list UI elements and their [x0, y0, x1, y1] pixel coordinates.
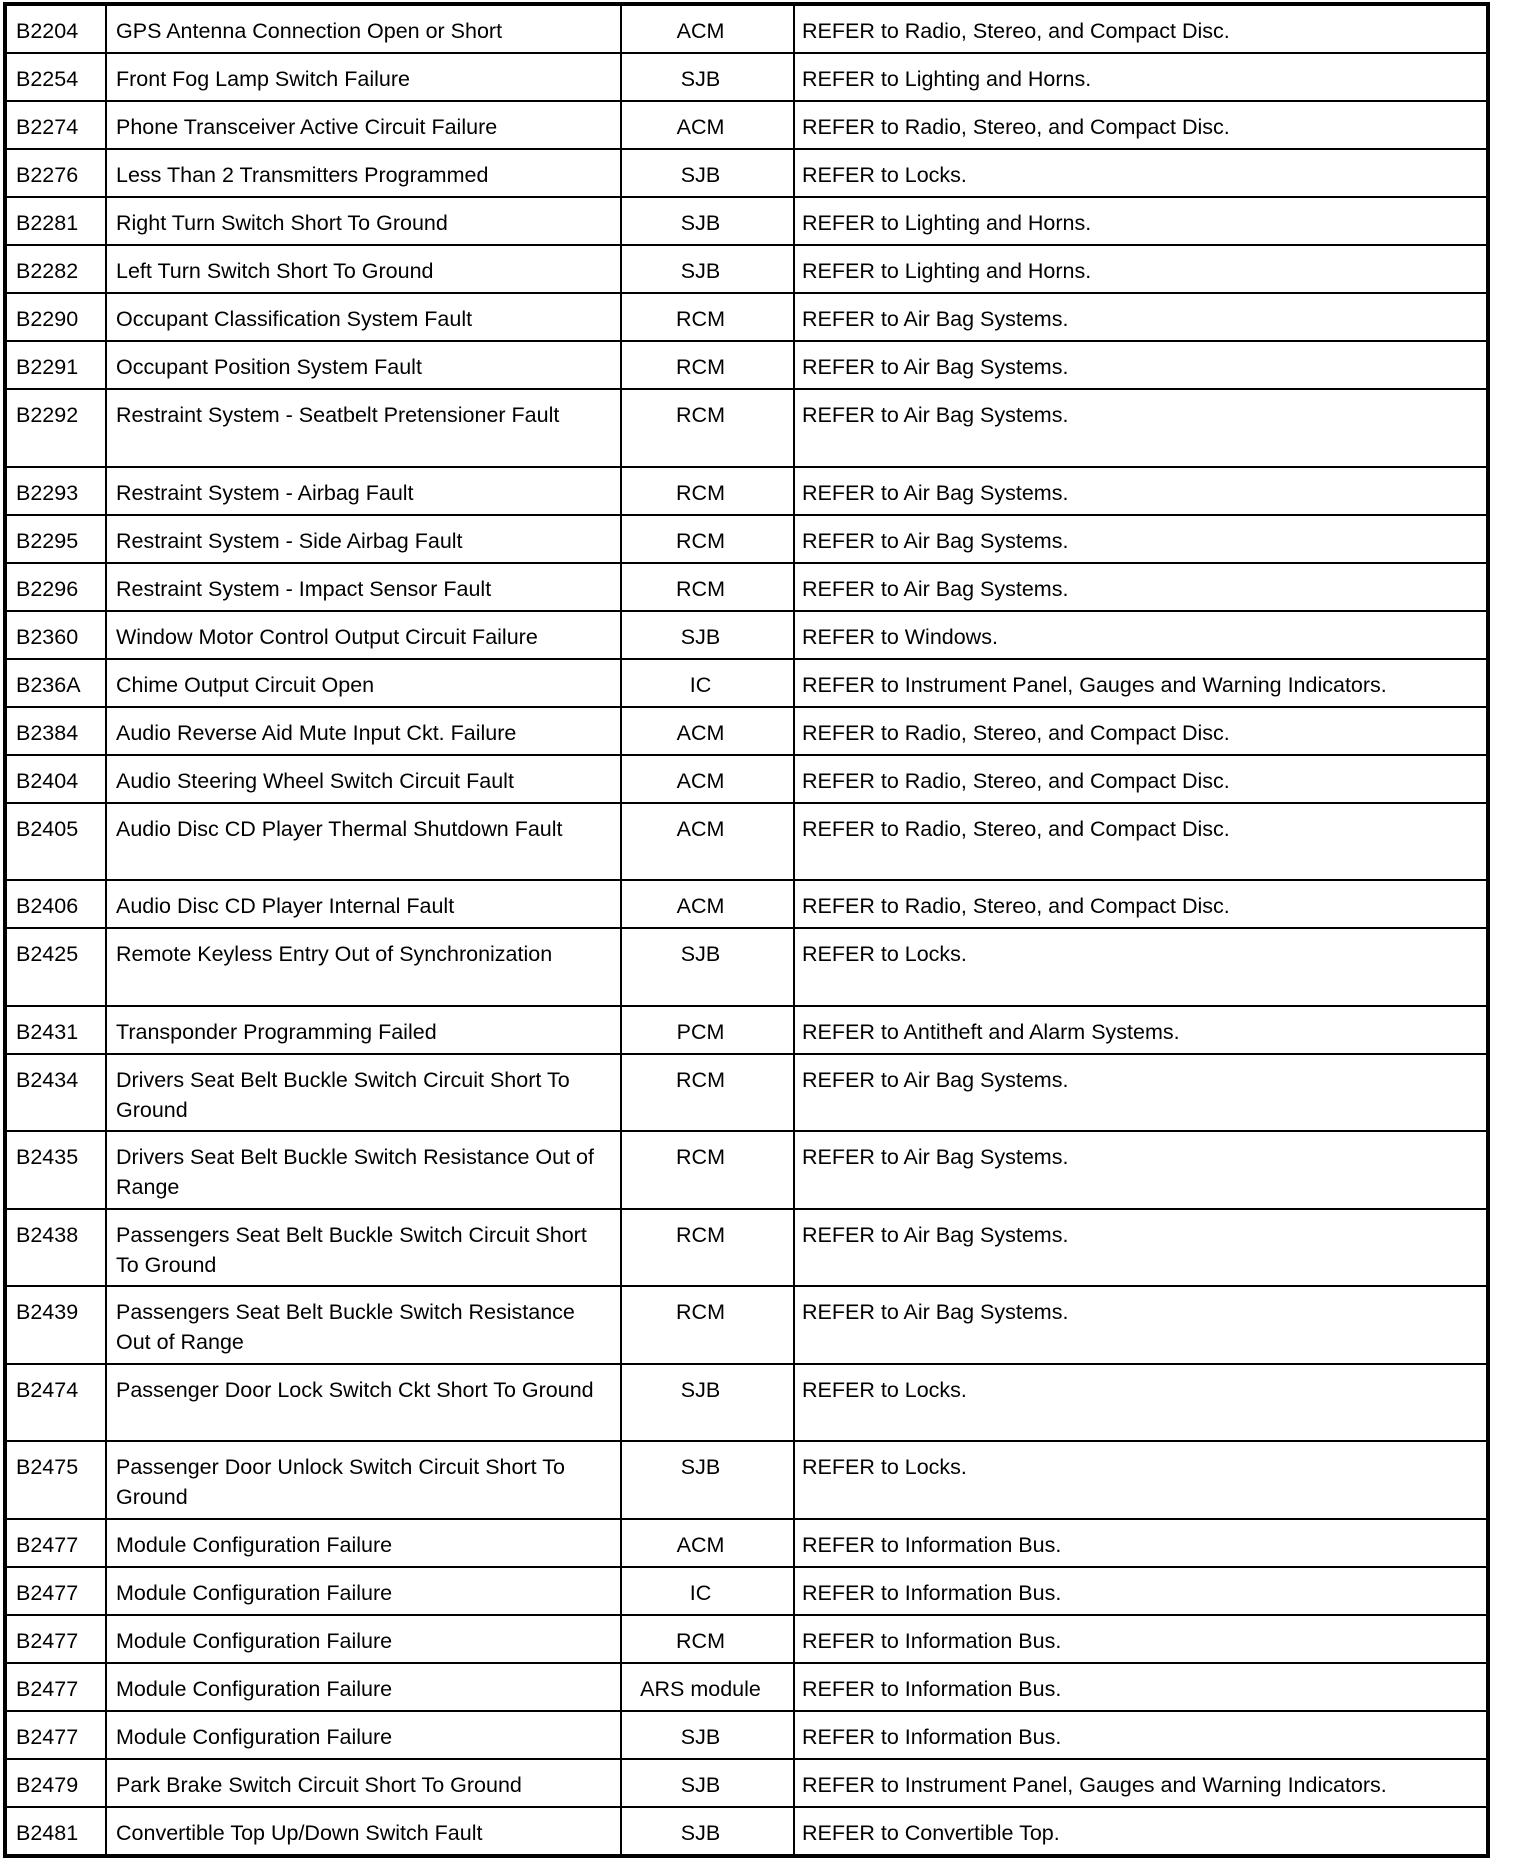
table-row	[5, 149, 1488, 197]
description-cell: Right Turn Switch Short To Ground	[106, 197, 621, 245]
module-cell: SJB	[621, 197, 794, 245]
action-cell: REFER to Air Bag Systems.	[794, 467, 1488, 515]
module-cell: RCM	[621, 1054, 794, 1132]
module-cell: IC	[621, 1567, 794, 1615]
table-row	[5, 101, 1488, 149]
description-cell: Module Configuration Failure	[106, 1711, 621, 1759]
description-cell: Convertible Top Up/Down Switch Fault	[106, 1807, 621, 1856]
action-cell: REFER to Lighting and Horns.	[794, 197, 1488, 245]
action-cell: REFER to Radio, Stereo, and Compact Disc.	[794, 101, 1488, 149]
dtc-table-body	[5, 4, 1488, 1856]
description-cell: Audio Disc CD Player Internal Fault	[106, 880, 621, 928]
table-row	[5, 4, 1488, 53]
table-row	[5, 341, 1488, 389]
dtc-code-cell: B2481	[5, 1807, 106, 1856]
description-cell: Remote Keyless Entry Out of Synchronization	[106, 928, 621, 1006]
description-cell: Module Configuration Failure	[106, 1567, 621, 1615]
dtc-code-cell: B2438	[5, 1209, 106, 1287]
description-cell: Front Fog Lamp Switch Failure	[106, 53, 621, 101]
module-cell: SJB	[621, 1364, 794, 1442]
module-cell: ACM	[621, 1519, 794, 1567]
module-cell: SJB	[621, 1759, 794, 1807]
table-row	[5, 53, 1488, 101]
table-row	[5, 1519, 1488, 1567]
table-row	[5, 659, 1488, 707]
table-row	[5, 611, 1488, 659]
table-row	[5, 1006, 1488, 1054]
action-cell: REFER to Air Bag Systems.	[794, 293, 1488, 341]
module-cell: ACM	[621, 101, 794, 149]
dtc-code-cell: B2405	[5, 803, 106, 881]
table-row	[5, 1441, 1488, 1519]
description-cell: Chime Output Circuit Open	[106, 659, 621, 707]
description-cell: Module Configuration Failure	[106, 1615, 621, 1663]
module-cell: RCM	[621, 563, 794, 611]
description-cell: Module Configuration Failure	[106, 1663, 621, 1711]
action-cell: REFER to Locks.	[794, 1364, 1488, 1442]
dtc-code-cell: B2290	[5, 293, 106, 341]
description-cell: Restraint System - Seatbelt Pretensioner Fault	[106, 389, 621, 467]
action-cell: REFER to Windows.	[794, 611, 1488, 659]
description-cell: Left Turn Switch Short To Ground	[106, 245, 621, 293]
dtc-code-cell: B2204	[5, 4, 106, 53]
action-cell: REFER to Instrument Panel, Gauges and Warning Indicators.	[794, 1759, 1488, 1807]
action-cell: REFER to Air Bag Systems.	[794, 515, 1488, 563]
description-cell: Passenger Door Unlock Switch Circuit Short To Ground	[106, 1441, 621, 1519]
action-cell: REFER to Information Bus.	[794, 1567, 1488, 1615]
table-row	[5, 389, 1488, 467]
dtc-code-cell: B2293	[5, 467, 106, 515]
description-cell: Window Motor Control Output Circuit Failure	[106, 611, 621, 659]
description-cell: Phone Transceiver Active Circuit Failure	[106, 101, 621, 149]
table-row	[5, 293, 1488, 341]
description-cell: Restraint System - Side Airbag Fault	[106, 515, 621, 563]
table-row	[5, 1567, 1488, 1615]
dtc-code-cell: B2281	[5, 197, 106, 245]
dtc-code-cell: B2406	[5, 880, 106, 928]
action-cell: REFER to Air Bag Systems.	[794, 1209, 1488, 1287]
module-cell: RCM	[621, 389, 794, 467]
action-cell: REFER to Instrument Panel, Gauges and Warning Indicators.	[794, 659, 1488, 707]
description-cell: Module Configuration Failure	[106, 1519, 621, 1567]
table-row	[5, 928, 1488, 1006]
dtc-code-cell: B2474	[5, 1364, 106, 1442]
module-cell: IC	[621, 659, 794, 707]
action-cell: REFER to Information Bus.	[794, 1519, 1488, 1567]
description-cell: Less Than 2 Transmitters Programmed	[106, 149, 621, 197]
dtc-code-cell: B2425	[5, 928, 106, 1006]
module-cell: RCM	[621, 1131, 794, 1209]
description-cell: Park Brake Switch Circuit Short To Ground	[106, 1759, 621, 1807]
action-cell: REFER to Information Bus.	[794, 1615, 1488, 1663]
dtc-code-cell: B2296	[5, 563, 106, 611]
dtc-code-cell: B2360	[5, 611, 106, 659]
table-row	[5, 563, 1488, 611]
action-cell: REFER to Air Bag Systems.	[794, 1131, 1488, 1209]
description-cell: Restraint System - Impact Sensor Fault	[106, 563, 621, 611]
table-row	[5, 803, 1488, 881]
description-cell: Audio Steering Wheel Switch Circuit Fault	[106, 755, 621, 803]
module-cell: ACM	[621, 755, 794, 803]
module-cell: SJB	[621, 1807, 794, 1856]
dtc-code-cell: B2276	[5, 149, 106, 197]
dtc-code-cell: B2479	[5, 1759, 106, 1807]
module-cell: RCM	[621, 1615, 794, 1663]
description-cell: Transponder Programming Failed	[106, 1006, 621, 1054]
action-cell: REFER to Lighting and Horns.	[794, 53, 1488, 101]
action-cell: REFER to Convertible Top.	[794, 1807, 1488, 1856]
description-cell: Occupant Position System Fault	[106, 341, 621, 389]
action-cell: REFER to Radio, Stereo, and Compact Disc.	[794, 4, 1488, 53]
module-cell: ARS module	[621, 1663, 794, 1711]
action-cell: REFER to Information Bus.	[794, 1663, 1488, 1711]
dtc-code-cell: B236A	[5, 659, 106, 707]
table-row	[5, 197, 1488, 245]
module-cell: RCM	[621, 1209, 794, 1287]
description-cell: Passenger Door Lock Switch Ckt Short To Ground	[106, 1364, 621, 1442]
module-cell: SJB	[621, 1711, 794, 1759]
table-row	[5, 1131, 1488, 1209]
dtc-code-cell: B2477	[5, 1711, 106, 1759]
action-cell: REFER to Air Bag Systems.	[794, 1054, 1488, 1132]
module-cell: ACM	[621, 707, 794, 755]
table-row	[5, 1054, 1488, 1132]
dtc-code-cell: B2282	[5, 245, 106, 293]
action-cell: REFER to Radio, Stereo, and Compact Disc.	[794, 707, 1488, 755]
description-cell: GPS Antenna Connection Open or Short	[106, 4, 621, 53]
action-cell: REFER to Air Bag Systems.	[794, 389, 1488, 467]
module-cell: ACM	[621, 803, 794, 881]
table-row	[5, 515, 1488, 563]
table-row	[5, 1807, 1488, 1856]
module-cell: PCM	[621, 1006, 794, 1054]
description-cell: Passengers Seat Belt Buckle Switch Circuit Short To Ground	[106, 1209, 621, 1287]
module-cell: SJB	[621, 149, 794, 197]
module-cell: RCM	[621, 467, 794, 515]
module-cell: RCM	[621, 341, 794, 389]
module-cell: RCM	[621, 515, 794, 563]
description-cell: Drivers Seat Belt Buckle Switch Circuit Short To Ground	[106, 1054, 621, 1132]
dtc-code-cell: B2477	[5, 1615, 106, 1663]
description-cell: Drivers Seat Belt Buckle Switch Resistance Out of Range	[106, 1131, 621, 1209]
module-cell: SJB	[621, 1441, 794, 1519]
table-row	[5, 1364, 1488, 1442]
dtc-code-cell: B2435	[5, 1131, 106, 1209]
action-cell: REFER to Radio, Stereo, and Compact Disc.	[794, 803, 1488, 881]
dtc-code-cell: B2404	[5, 755, 106, 803]
dtc-code-cell: B2274	[5, 101, 106, 149]
module-cell: SJB	[621, 611, 794, 659]
module-cell: SJB	[621, 928, 794, 1006]
module-cell: SJB	[621, 53, 794, 101]
table-row	[5, 880, 1488, 928]
action-cell: REFER to Information Bus.	[794, 1711, 1488, 1759]
table-row	[5, 1759, 1488, 1807]
dtc-code-cell: B2254	[5, 53, 106, 101]
table-row	[5, 467, 1488, 515]
table-row	[5, 1209, 1488, 1287]
action-cell: REFER to Antitheft and Alarm Systems.	[794, 1006, 1488, 1054]
action-cell: REFER to Lighting and Horns.	[794, 245, 1488, 293]
table-row	[5, 1663, 1488, 1711]
module-cell: ACM	[621, 880, 794, 928]
action-cell: REFER to Locks.	[794, 1441, 1488, 1519]
dtc-code-cell: B2291	[5, 341, 106, 389]
module-cell: SJB	[621, 245, 794, 293]
table-row	[5, 1286, 1488, 1364]
action-cell: REFER to Locks.	[794, 928, 1488, 1006]
description-cell: Audio Disc CD Player Thermal Shutdown Fault	[106, 803, 621, 881]
dtc-table	[3, 2, 1490, 1858]
description-cell: Audio Reverse Aid Mute Input Ckt. Failure	[106, 707, 621, 755]
dtc-code-cell: B2439	[5, 1286, 106, 1364]
table-row	[5, 245, 1488, 293]
action-cell: REFER to Air Bag Systems.	[794, 1286, 1488, 1364]
description-cell: Passengers Seat Belt Buckle Switch Resistance Out of Range	[106, 1286, 621, 1364]
action-cell: REFER to Locks.	[794, 149, 1488, 197]
dtc-code-cell: B2431	[5, 1006, 106, 1054]
dtc-code-cell: B2384	[5, 707, 106, 755]
dtc-code-cell: B2477	[5, 1519, 106, 1567]
description-cell: Restraint System - Airbag Fault	[106, 467, 621, 515]
action-cell: REFER to Air Bag Systems.	[794, 563, 1488, 611]
dtc-code-cell: B2477	[5, 1567, 106, 1615]
module-cell: ACM	[621, 4, 794, 53]
dtc-code-cell: B2295	[5, 515, 106, 563]
dtc-code-cell: B2434	[5, 1054, 106, 1132]
table-row	[5, 1711, 1488, 1759]
action-cell: REFER to Radio, Stereo, and Compact Disc.	[794, 880, 1488, 928]
table-row	[5, 1615, 1488, 1663]
dtc-code-cell: B2477	[5, 1663, 106, 1711]
table-row	[5, 707, 1488, 755]
module-cell: RCM	[621, 1286, 794, 1364]
dtc-code-cell: B2475	[5, 1441, 106, 1519]
dtc-code-cell: B2292	[5, 389, 106, 467]
description-cell: Occupant Classification System Fault	[106, 293, 621, 341]
table-row	[5, 755, 1488, 803]
action-cell: REFER to Air Bag Systems.	[794, 341, 1488, 389]
module-cell: RCM	[621, 293, 794, 341]
action-cell: REFER to Radio, Stereo, and Compact Disc.	[794, 755, 1488, 803]
